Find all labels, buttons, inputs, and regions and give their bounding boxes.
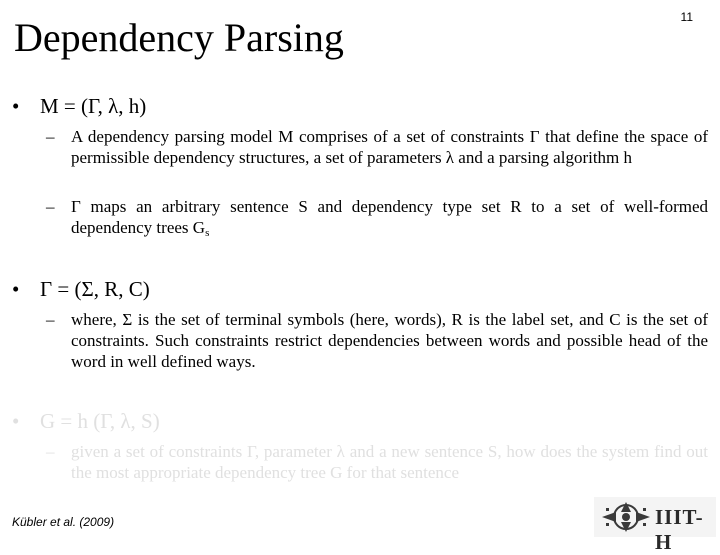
dash-marker: – (46, 197, 55, 216)
sub-bullet-main-text: Γ maps an arbitrary sentence S and dependency type set R to a set of well-formed dependency trees G (71, 197, 708, 237)
sub-bullet-text: given a set of constraints Γ, parameter λ and a new sentence S, how does the system find out the most appropriate dependency tree G for that sentence (71, 442, 708, 482)
slide-number: 11 (680, 10, 693, 24)
iiit-h-logo (594, 497, 716, 554)
bullet-marker: • (12, 409, 20, 433)
bullet-constraints-text: Γ = (Σ, R, C) (40, 277, 150, 301)
sub-bullet-gamma-maps (46, 196, 708, 244)
bullet-marker: • (12, 94, 20, 118)
sub-bullet-text: where, Σ is the set of terminal symbols (here, words), R is the label set, and C is the set of constraints. Such constraints restrict dependencies between words and possible head of the word in well defined ways. (71, 310, 708, 371)
sub-bullet-text (71, 196, 708, 244)
bullet-model-text: M = (Γ, λ, h) (40, 94, 147, 118)
sub-bullet-model-definition (46, 126, 708, 168)
bullet-marker: • (12, 277, 20, 301)
bullet-constraints (12, 276, 712, 302)
dash-marker: – (46, 442, 55, 461)
sub-bullet-constraints-definition (46, 309, 708, 372)
dash-marker: – (46, 127, 55, 146)
logo-text: IIIT-H (655, 505, 704, 554)
bullet-parse-function (12, 408, 712, 434)
dash-marker: – (46, 310, 55, 329)
logo-emblem-icon (598, 500, 654, 534)
bullet-parse-function-text: G = h (Γ, λ, S) (40, 409, 160, 433)
citation: Kübler et al. (2009) (12, 515, 115, 529)
sub-bullet-text: A dependency parsing model M comprises of a set of constraints Γ that define the space of permissible dependency structures, a set of parameters λ and a parsing algorithm h (71, 127, 708, 167)
subscript-s: s (205, 227, 210, 239)
sub-bullet-parse-question (46, 441, 708, 483)
bullet-model (12, 93, 712, 119)
slide-title: Dependency Parsing (14, 15, 344, 60)
